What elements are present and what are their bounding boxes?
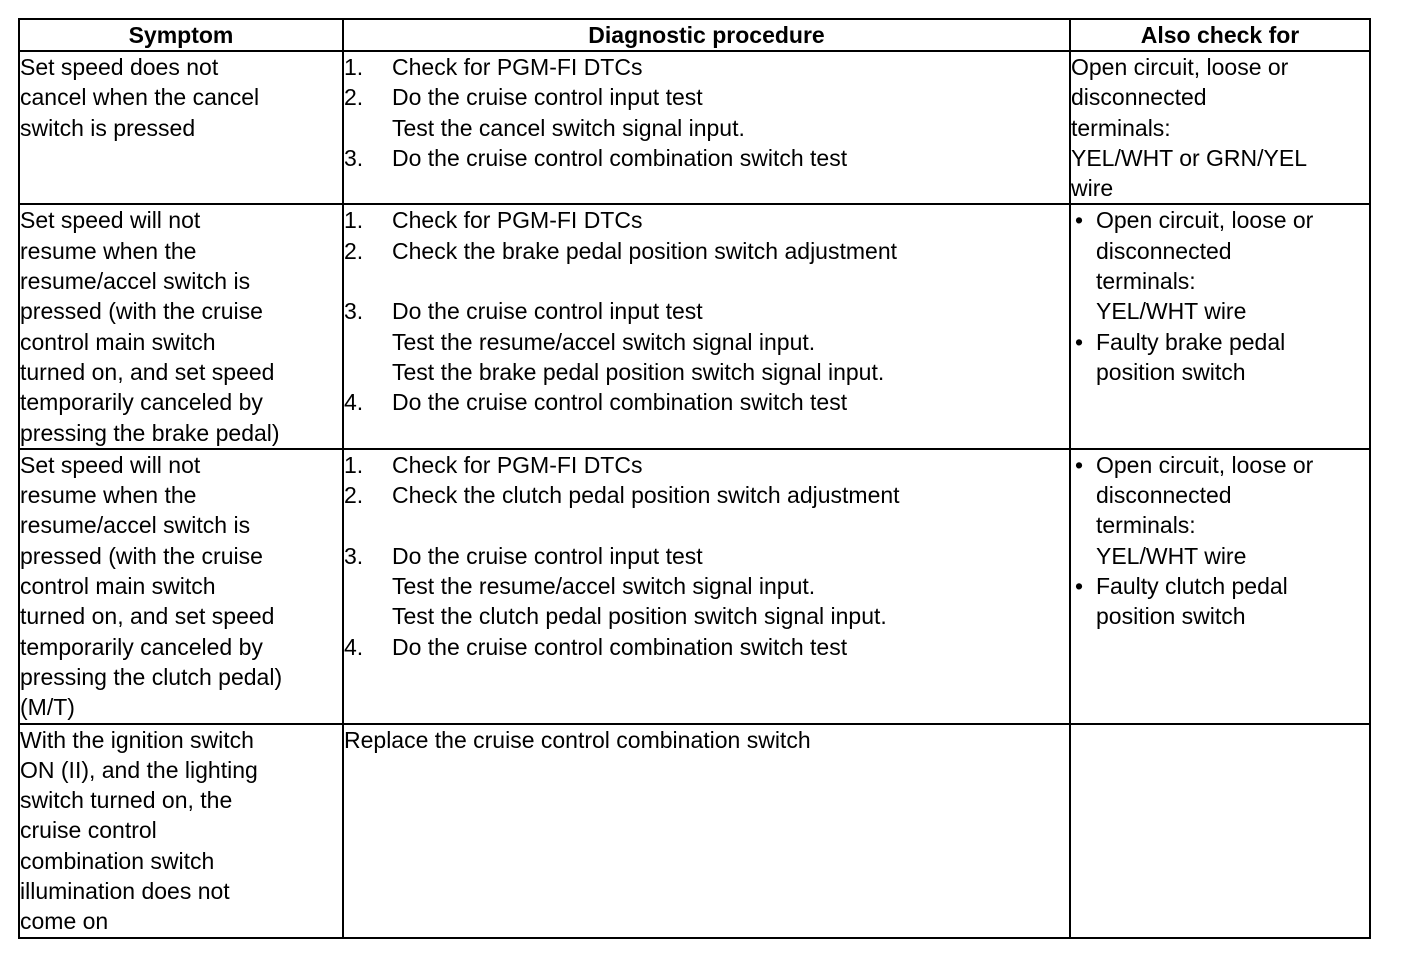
procedure-cell: [343, 51, 1070, 204]
procedure-step: [344, 296, 1069, 387]
symptom-cell: [19, 51, 343, 204]
procedure-step: [344, 632, 1069, 662]
step-subtext: Test the cancel switch signal input.: [392, 114, 745, 141]
symptom-line: resume/accel switch is: [20, 512, 251, 539]
symptom-cell: [19, 449, 343, 724]
symptom-line: Set speed does not: [20, 54, 219, 80]
symptom-line: pressed (with the cruise: [20, 542, 263, 569]
symptom-line: pressing the clutch pedal): [20, 663, 283, 690]
step-text: Check for PGM-FI DTCs: [392, 451, 643, 478]
also-check-line: disconnected: [1071, 84, 1207, 111]
bullet-item: [1071, 450, 1369, 571]
symptom-line: ON (II), and the lighting: [20, 756, 258, 783]
procedure-step: [344, 205, 1069, 235]
step-text: Do the cruise control input test: [392, 84, 703, 111]
step-text: Do the cruise control combination switch test: [392, 144, 848, 171]
procedure-step: [344, 143, 1069, 173]
step-number: 2.: [344, 84, 364, 111]
symptom-line: turned on, and set speed: [20, 358, 275, 385]
step-text: Do the cruise control combination switch test: [392, 633, 848, 660]
table-row: [19, 51, 1370, 204]
bullet-line: position switch: [1096, 358, 1246, 385]
symptom-line: cruise control: [20, 817, 157, 844]
procedure-text: Replace the cruise control combination switch: [344, 726, 811, 753]
symptom-line: temporarily canceled by: [20, 633, 263, 660]
symptom-line: cancel when the cancel: [20, 84, 260, 111]
bullet-item: [1071, 205, 1369, 326]
symptom-line: come on: [20, 908, 109, 935]
symptom-line: Set speed will not: [20, 451, 201, 478]
symptom-line: Set speed will not: [20, 207, 201, 234]
also-check-cell: [1070, 51, 1370, 204]
step-text: Check for PGM-FI DTCs: [392, 207, 643, 234]
step-number: 3.: [344, 144, 364, 171]
step-number: 3.: [344, 298, 364, 325]
symptom-line: resume/accel switch is: [20, 268, 251, 295]
procedure-step: [344, 387, 1069, 417]
procedure-cell: [343, 449, 1070, 724]
step-number: 2.: [344, 237, 364, 264]
bullet-line: YEL/WHT wire: [1096, 298, 1247, 325]
step-text: Check the brake pedal position switch adjustment: [392, 237, 898, 264]
symptom-line: switch turned on, the: [20, 787, 233, 814]
symptom-line: (M/T): [20, 694, 75, 721]
step-number: 4.: [344, 389, 364, 416]
symptom-line: illumination does not: [20, 878, 230, 905]
bullet-item: [1071, 571, 1369, 632]
step-subtext: Test the resume/accel switch signal input.: [392, 573, 816, 600]
also-check-line: Open circuit, loose or: [1071, 54, 1289, 80]
bullet-icon: •: [1075, 573, 1084, 600]
bullet-line: disconnected: [1096, 482, 1232, 509]
step-number: 2.: [344, 482, 364, 509]
bullet-line: Open circuit, loose or: [1096, 451, 1314, 478]
also-check-line: terminals:: [1071, 114, 1171, 141]
step-text: Do the cruise control combination switch test: [392, 389, 848, 416]
header-row: [19, 19, 1370, 51]
symptom-line: switch is pressed: [20, 114, 196, 141]
bullet-item: [1071, 327, 1369, 388]
symptom-line: control main switch: [20, 328, 216, 355]
bullet-line: terminals:: [1096, 512, 1196, 539]
symptom-line: resume when the: [20, 482, 197, 509]
symptom-cell: [19, 724, 343, 938]
step-subtext: Test the clutch pedal position switch signal input.: [392, 603, 887, 630]
step-text: Do the cruise control input test: [392, 298, 703, 325]
procedure-step: [344, 82, 1069, 143]
table-row: [19, 204, 1370, 448]
procedure-step: [344, 52, 1069, 82]
also-check-line: YEL/WHT or GRN/YEL: [1071, 144, 1308, 171]
also-check-cell: [1070, 724, 1370, 938]
step-text: Do the cruise control input test: [392, 542, 703, 569]
procedure-step: [344, 236, 1069, 266]
also-check-line: wire: [1071, 175, 1114, 202]
step-text: Check for PGM-FI DTCs: [392, 54, 643, 80]
bullet-icon: •: [1075, 207, 1084, 234]
header-procedure: Diagnostic procedure: [343, 19, 1070, 51]
procedure-step: [344, 541, 1069, 632]
symptom-line: pressed (with the cruise: [20, 298, 263, 325]
symptom-line: resume when the: [20, 237, 197, 264]
header-symptom: Symptom: [19, 19, 343, 51]
procedure-step: [344, 450, 1069, 480]
bullet-line: YEL/WHT wire: [1096, 542, 1247, 569]
step-number: 4.: [344, 633, 364, 660]
step-text: Check the clutch pedal position switch adjustment: [392, 482, 900, 509]
also-check-cell: [1070, 449, 1370, 724]
bullet-line: Faulty brake pedal: [1096, 328, 1286, 355]
bullet-icon: •: [1075, 328, 1084, 355]
bullet-line: Faulty clutch pedal: [1096, 573, 1288, 600]
procedure-cell: [343, 724, 1070, 938]
bullet-line: Open circuit, loose or: [1096, 207, 1314, 234]
symptom-cell: [19, 204, 343, 448]
bullet-line: disconnected: [1096, 237, 1232, 264]
step-spacer: [344, 510, 1069, 540]
bullet-line: position switch: [1096, 603, 1246, 630]
symptom-line: combination switch: [20, 847, 215, 874]
table-row: [19, 724, 1370, 938]
table-row: [19, 449, 1370, 724]
step-spacer: [344, 266, 1069, 296]
step-number: 1.: [344, 207, 364, 234]
symptom-line: control main switch: [20, 573, 216, 600]
bullet-line: terminals:: [1096, 268, 1196, 295]
also-check-cell: [1070, 204, 1370, 448]
procedure-cell: [343, 204, 1070, 448]
step-number: 3.: [344, 542, 364, 569]
symptom-line: pressing the brake pedal): [20, 419, 280, 446]
symptom-line: turned on, and set speed: [20, 603, 275, 630]
header-also-check: Also check for: [1070, 19, 1370, 51]
bullet-icon: •: [1075, 451, 1084, 478]
step-subtext: Test the brake pedal position switch signal input.: [392, 358, 885, 385]
step-number: 1.: [344, 451, 364, 478]
step-number: 1.: [344, 54, 364, 80]
symptom-line: With the ignition switch: [20, 726, 254, 753]
step-subtext: Test the resume/accel switch signal input.: [392, 328, 816, 355]
diagnostic-table: [18, 18, 1371, 939]
symptom-line: temporarily canceled by: [20, 389, 263, 416]
procedure-step: [344, 480, 1069, 510]
